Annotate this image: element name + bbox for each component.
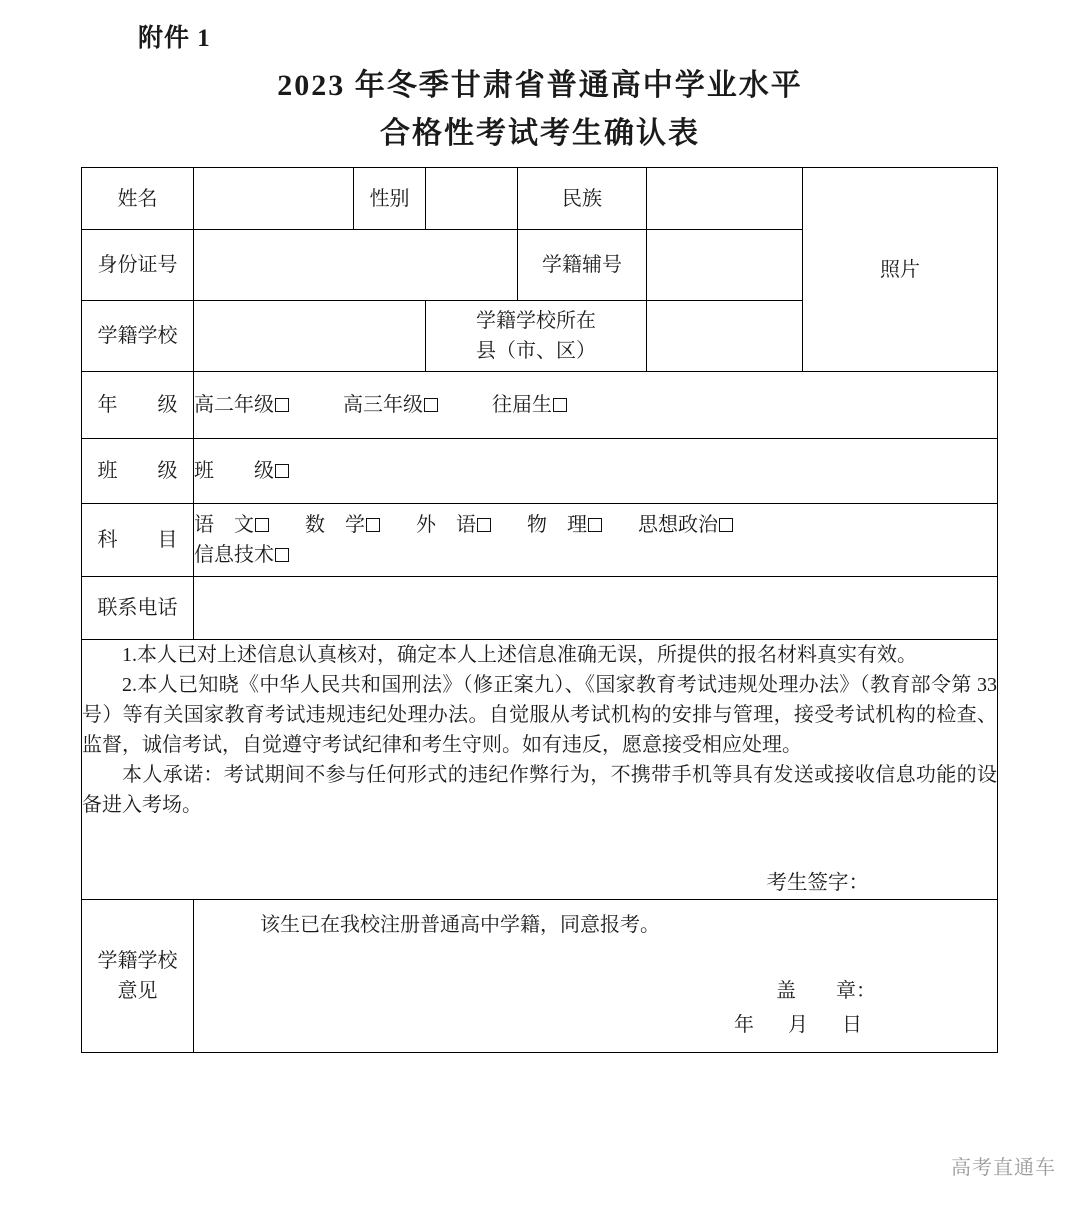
subject-option-foreign-language[interactable]: [416, 510, 491, 540]
declaration-item-1: 1.本人已对上述信息认真核对，确定本人上述信息准确无误，所提供的报名材料真实有效。: [122, 644, 917, 666]
cell-label-class: 班 级: [82, 439, 194, 504]
table-row-class: [82, 439, 998, 504]
candidate-signature-label[interactable]: 考生签字：: [766, 872, 869, 894]
table-row-declaration: [82, 640, 998, 900]
cell-label-school-opinion: [82, 899, 194, 1052]
grade-option-senior3[interactable]: [343, 390, 438, 420]
table-row-name: [82, 168, 998, 230]
cell-value-school-county[interactable]: [647, 301, 803, 372]
grade-option-former[interactable]: [492, 390, 567, 420]
checkbox-grade-senior2[interactable]: [275, 398, 289, 412]
stamp-date-year: 年: [734, 1013, 754, 1036]
checkbox-subject-information-technology[interactable]: [275, 548, 289, 562]
grade-option-senior2-label: 高二年级: [194, 394, 274, 416]
declaration-block: [82, 640, 998, 900]
cell-value-name[interactable]: [194, 168, 354, 230]
school-county-label-line-1: 学籍学校所在: [476, 310, 596, 332]
declaration-item-3: 本人承诺：考试期间不参与任何形式的违纪作弊行为，不携带手机等具有发送或接收信息功能的设备进入考场。: [82, 764, 997, 816]
checkbox-grade-senior3[interactable]: [424, 398, 438, 412]
cell-value-school-opinion: [194, 899, 998, 1052]
subject-option-foreign-language-label: 外 语: [416, 514, 476, 536]
cell-value-id-number[interactable]: [194, 230, 518, 301]
stamp-date-line[interactable]: [194, 1008, 997, 1042]
school-opinion-label-line-2: 意见: [117, 979, 158, 1002]
school-opinion-label-line-1: 学籍学校: [97, 949, 178, 972]
school-county-label-line-2: 县（市、区）: [476, 340, 596, 362]
cell-value-phone[interactable]: [194, 577, 998, 640]
checkbox-subject-chinese[interactable]: [255, 518, 269, 532]
subject-option-information-technology-label: 信息技术: [194, 544, 274, 566]
cell-label-school: 学籍学校: [82, 301, 194, 372]
subject-option-math[interactable]: [305, 510, 380, 540]
grade-option-senior2[interactable]: [194, 390, 289, 420]
stamp-date-day: 日: [842, 1013, 862, 1036]
cell-value-class: [194, 439, 998, 504]
checkbox-subject-politics[interactable]: [719, 518, 733, 532]
checkbox-class[interactable]: [275, 464, 289, 478]
cell-photo[interactable]: 照片: [803, 168, 998, 372]
cell-value-ethnicity[interactable]: [647, 168, 803, 230]
table-row-phone: [82, 577, 998, 640]
cell-label-phone: 联系电话: [82, 577, 194, 640]
candidate-confirmation-table: [81, 167, 998, 1053]
cell-label-name: 姓名: [82, 168, 194, 230]
subject-option-politics-label: 思想政治: [638, 514, 718, 536]
stamp-and-date-block: [194, 974, 997, 1042]
subject-option-physics-label: 物 理: [527, 514, 587, 536]
cell-value-subject: [194, 504, 998, 577]
subject-option-chinese-label: 语 文: [194, 514, 254, 536]
grade-option-former-label: 往届生: [492, 394, 552, 416]
page-title: [0, 62, 1080, 158]
cell-label-subject: 科 目: [82, 504, 194, 577]
page-title-line-1: 2023 年冬季甘肃省普通高中学业水平: [277, 69, 803, 102]
checkbox-subject-physics[interactable]: [588, 518, 602, 532]
subject-option-information-technology[interactable]: [194, 540, 289, 570]
cell-value-school[interactable]: [194, 301, 426, 372]
checkbox-subject-foreign-language[interactable]: [477, 518, 491, 532]
cell-value-grade: [194, 372, 998, 439]
watermark: 高考直通车: [951, 1157, 1056, 1179]
cell-label-gender: 性别: [354, 168, 426, 230]
class-option[interactable]: [194, 456, 289, 486]
cell-label-id-number: 身份证号: [82, 230, 194, 301]
declaration-item-2: 2.本人已知晓《中华人民共和国刑法》（修正案九）、《国家教育考试违规处理办法》（教育部令第 33 号）等有关国家教育考试违规违纪处理办法。自觉服从考试机构的安排与管理，接受考试机构的检查、监督，诚信考试，自觉遵守考试纪律和考生守则。如有违反，愿意接受相应处理。: [82, 674, 997, 756]
checkbox-subject-math[interactable]: [366, 518, 380, 532]
stamp-date-month: 月: [788, 1013, 808, 1036]
page-title-line-2: 合格性考试考生确认表: [380, 117, 700, 150]
attachment-label: 附件 1: [138, 25, 211, 52]
checkbox-grade-former[interactable]: [553, 398, 567, 412]
school-opinion-text: 该生已在我校注册普通高中学籍，同意报考。: [260, 913, 660, 936]
cell-value-student-aux-no[interactable]: [647, 230, 803, 301]
cell-label-grade: 年 级: [82, 372, 194, 439]
subject-option-math-label: 数 学: [305, 514, 365, 536]
subject-option-physics[interactable]: [527, 510, 602, 540]
stamp-label[interactable]: 盖 章：: [776, 979, 876, 1002]
table-row-subject: [82, 504, 998, 577]
cell-value-gender[interactable]: [426, 168, 518, 230]
subject-option-chinese[interactable]: [194, 510, 269, 540]
cell-label-school-county: [426, 301, 647, 372]
class-option-label: 班 级: [194, 460, 274, 482]
grade-option-senior3-label: 高三年级: [343, 394, 423, 416]
cell-label-student-aux-no: 学籍辅号: [518, 230, 647, 301]
table-row-school-opinion: [82, 899, 998, 1052]
cell-label-ethnicity: 民族: [518, 168, 647, 230]
subject-option-politics[interactable]: [638, 510, 733, 540]
table-row-grade: [82, 372, 998, 439]
